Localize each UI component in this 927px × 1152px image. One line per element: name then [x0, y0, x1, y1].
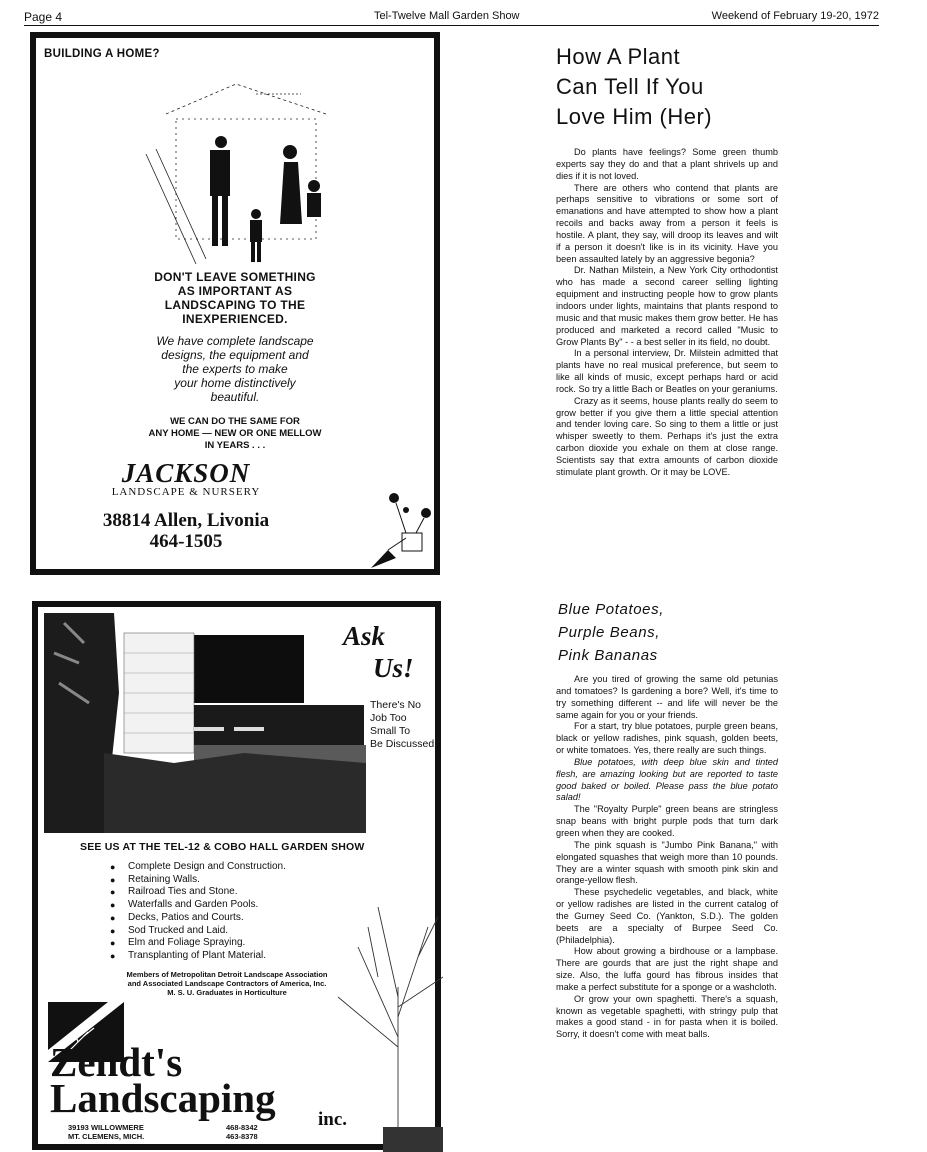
- article-1-title: How A Plant Can Tell If You Love Him (Her): [556, 44, 713, 129]
- see-us-line: SEE US AT THE TEL-12 & COBO HALL GARDEN SHOW: [80, 841, 365, 853]
- paragraph: There are others who contend that plants are perhaps sensitive to vibrations or some sort of emanations and have attempted to show how a plant recoils and backs away from a person it feels is hostile. A plant, they say, will droop its leaves and wilt if a person it doesn't like is in its vicinity. Have you been assaulted lately by an aggressive begonia?: [556, 182, 778, 264]
- paragraph: For a start, try blue potatoes, purple green beans, black or yellow radishes, pink squash, golden beets, or white tomatoes. Yes, there really are such things.: [556, 721, 778, 756]
- landscape-photo: [44, 613, 366, 833]
- membership-note: Members of Metropolitan Detroit Landscape Association and Associated Landscape Contractors of America, Inc. M. S. U. Graduates in Horticulture: [126, 970, 328, 997]
- list-item: ● Waterfalls and Garden Pools.: [128, 899, 286, 912]
- zendt-advertisement: [32, 601, 441, 1150]
- ad-same-copy: WE CAN DO THE SAME FOR ANY HOME — NEW OR ONE MELLOW IN YEARS . . .: [148, 416, 322, 451]
- family-house-illustration: [126, 74, 346, 284]
- paragraph: These psychedelic vegetables, and black, white or yellow radishes are listed in the current catalog of the Gurney Seed Co. (Yankton, S.D.). The golden beets are a specialty of Burpee Seed Co. (Philadelphia).: [556, 887, 778, 945]
- no-job-tagline: There's No Job Too Small To Be Discussed: [370, 699, 435, 750]
- paragraph: How about growing a birdhouse or a lampbase. There are gourds that are just the right shape and size. Also, the luffa gourd has fibrous insides that make a perfect substitute for a sponge or a washcloth.: [556, 946, 778, 992]
- paragraph: Crazy as it seems, house plants really do seem to grow better if you give them a little special attention and tender loving care. So sing to them a little or just whisper sweetly to them. Perhaps it's just the extra carbon dioxide you exhale on them at close range. Scientists say that extra amounts of carbon dioxide stimulate plant growth. Or it may be LOVE.: [556, 395, 778, 477]
- jackson-advertisement: [30, 32, 440, 575]
- list-item: ● Complete Design and Construction.: [128, 861, 286, 874]
- trowel-plant-icon: [366, 488, 436, 573]
- zendt-name-line1: Zendt's: [50, 1039, 183, 1085]
- zendt-phones: 468-8342 463-8378: [226, 1123, 258, 1141]
- ad-italic-copy: We have complete landscape designs, the equipment and the experts to make your home distinctively beautiful.: [156, 334, 314, 404]
- paragraph: Are you tired of growing the same old petunias and tomatoes? Is gardening a bore? Well, it's time to try something different -- and life will never be the same again for you or your friends.: [556, 674, 778, 720]
- jackson-address: 38814 Allen, Livonia 464-1505: [102, 510, 270, 552]
- ad-question: BUILDING A HOME?: [44, 48, 160, 60]
- paragraph: The pink squash is "Jumbo Pink Banana," with elongated squashes that weigh more than 10 pounds. They are a winter squash with smooth pink skin and orange-yellow flesh.: [556, 839, 778, 886]
- list-item: ● Sod Trucked and Laid.: [128, 925, 286, 938]
- paragraph: Blue potatoes, with deep blue skin and tinted flesh, are amazing looking but are reported to taste good baked or boiled. Please pass the blue potato salad!: [556, 756, 778, 803]
- tree-illustration: [328, 887, 446, 1152]
- article-1-body: [556, 147, 778, 479]
- zendt-address: 39193 WILLOWMERE MT. CLEMENS, MICH.: [68, 1123, 145, 1141]
- issue-date: Weekend of February 19-20, 1972: [711, 10, 879, 22]
- us-text: Us!: [373, 653, 414, 683]
- page-header: [24, 8, 879, 26]
- jackson-subtitle: LANDSCAPE & NURSERY: [111, 486, 261, 498]
- services-list: [128, 861, 286, 963]
- paragraph: The "Royalty Purple" green beans are stringless snap beans with bright purple pods that turn dark green when they are cooked.: [556, 804, 778, 838]
- article-2-body: [556, 674, 778, 1041]
- article-2-title: Blue Potatoes, Purple Beans, Pink Bananas: [558, 601, 664, 664]
- ad-headline: DON'T LEAVE SOMETHING AS IMPORTANT AS LANDSCAPING TO THE INEXPERIENCED.: [154, 270, 316, 326]
- list-item: ● Transplanting of Plant Material.: [128, 950, 286, 963]
- list-item: ● Railroad Ties and Stone.: [128, 886, 286, 899]
- paragraph: In a personal interview, Dr. Milstein admitted that plants have no real musical preference, but seem to like all kinds of music, except perhaps hard or acid rock. So try a little Bach or Beatles on your geraniums.: [556, 348, 778, 394]
- jackson-brand: JACKSON: [121, 458, 251, 488]
- ask-text: Ask: [343, 621, 386, 651]
- paragraph: Dr. Nathan Milstein, a New York City orthodontist who has made a second career selling lighting equipment and instructing people how to grow plants indoors under lights, maintains that plants respond to music and that music makes them grow better. He has produced and marketed a record called "Music to Grow Plants By" - - a best seller in its field, no doubt.: [556, 265, 778, 347]
- zendt-name-line2: Landscaping: [50, 1075, 276, 1121]
- list-item: ● Decks, Patios and Courts.: [128, 912, 286, 925]
- zendt-inc: inc.: [318, 1109, 348, 1130]
- list-item: ● Retaining Walls.: [128, 874, 286, 887]
- paragraph: Or grow your own spaghetti. There's a squash, known as vegetable spaghetti, with stringy pulp that makes a good stand - in for pasta when it is boiled. Sorry, it doesn't come with meat balls.: [556, 993, 778, 1040]
- list-item: ● Elm and Foliage Spraying.: [128, 937, 286, 950]
- publication-name: Tel-Twelve Mall Garden Show: [374, 10, 520, 22]
- page-number: Page 4: [24, 10, 63, 24]
- paragraph: Do plants have feelings? Some green thumb experts say they do and that a plant shrivels up and dies if it is not loved.: [556, 147, 778, 181]
